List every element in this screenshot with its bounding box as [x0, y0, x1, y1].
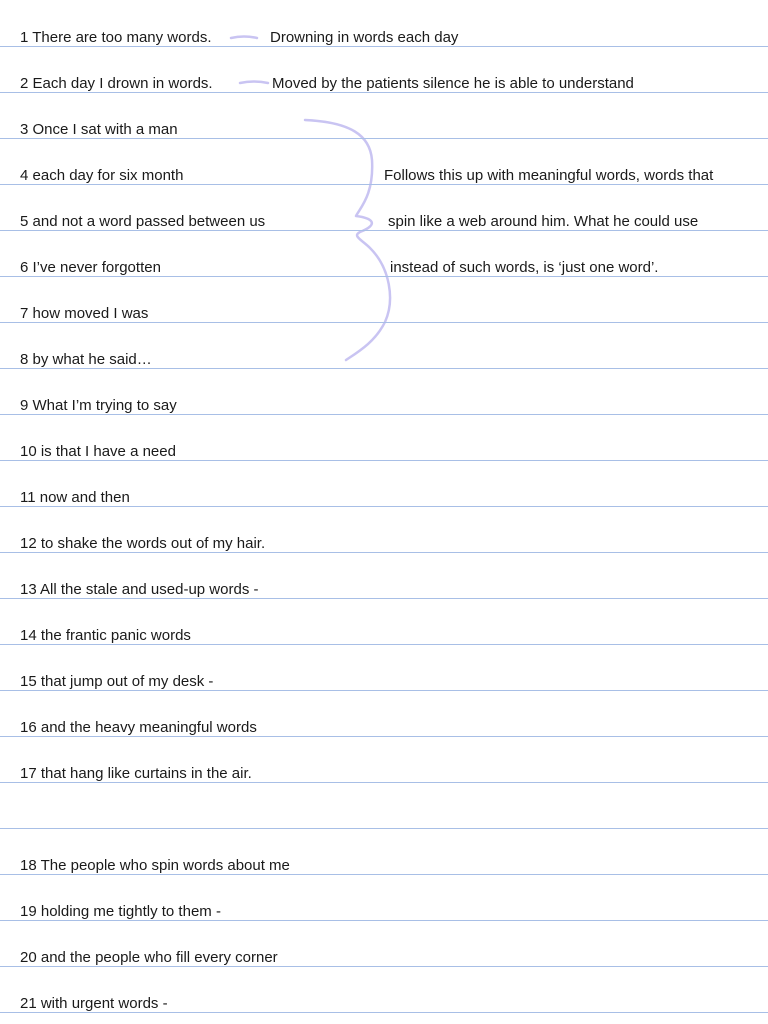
poem-line: 17 that hang like curtains in the air. [20, 765, 252, 782]
annotation-line2: Moved by the patients silence he is able to understand [272, 75, 634, 92]
poem-line: 7 how moved I was [20, 305, 149, 322]
poem-line: 3 Once I sat with a man [20, 121, 178, 138]
annotation-line1: Drowning in words each day [270, 29, 459, 46]
poem-line: 18 The people who spin words about me [20, 857, 290, 874]
poem-line: 16 and the heavy meaningful words [20, 719, 257, 736]
poem-line: 2 Each day I drown in words. [20, 75, 213, 92]
ruled-line [0, 828, 768, 829]
poem-line: 8 by what he said… [20, 351, 152, 368]
poem-line: 15 that jump out of my desk - [20, 673, 214, 690]
annotation-bracket-line: instead of such words, is ‘just one word’. [390, 259, 659, 276]
poem-line: 14 the frantic panic words [20, 627, 191, 644]
connector-dash-line2 [240, 82, 268, 84]
poem-line: 11 now and then [20, 489, 130, 506]
connector-dash-line1 [231, 37, 257, 39]
poem-line: 6 I’ve never forgotten [20, 259, 161, 276]
poem-line: 9 What I’m trying to say [20, 397, 177, 414]
poem-line: 13 All the stale and used-up words - [20, 581, 259, 598]
poem-line: 5 and not a word passed between us [20, 213, 266, 230]
poem-line: 20 and the people who fill every corner [20, 949, 278, 966]
annotation-bracket-line: Follows this up with meaningful words, words that [384, 167, 714, 184]
annotation-bracket-line: spin like a web around him. What he could use [388, 213, 699, 230]
poem-line: 19 holding me tightly to them - [20, 903, 221, 920]
poem-line: 12 to shake the words out of my hair. [20, 535, 266, 552]
poem-line: 10 is that I have a need [20, 443, 176, 460]
poem-line: 4 each day for six month [20, 167, 184, 184]
curly-brace-mark [305, 120, 390, 360]
poem-line: 1 There are too many words. [20, 29, 212, 46]
poem-line: 21 with urgent words - [20, 995, 168, 1012]
